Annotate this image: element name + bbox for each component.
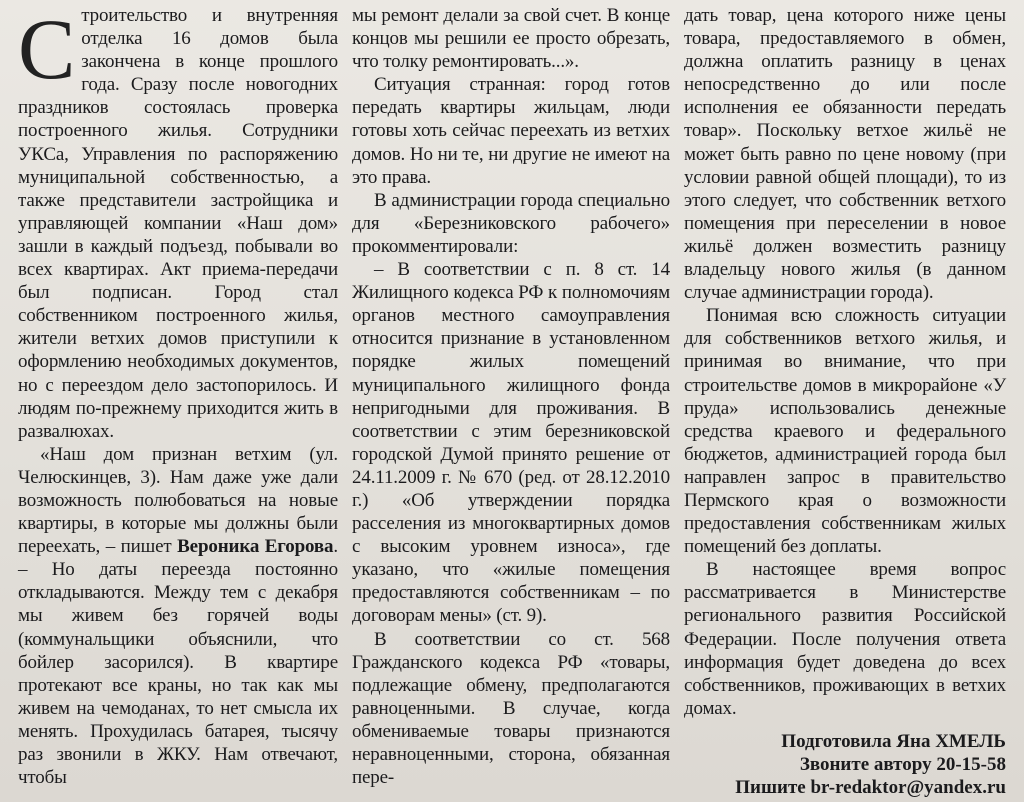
article-paragraph [18,1,338,443]
article-paragraph: мы ремонт делали за свой счет. В конце концов мы решили ее просто обрезать, что толку ремонтировать...». [352,5,670,73]
article-paragraph: Ситуация странная: город готов передать квартиры жильцам, люди готовы хоть сейчас переехать из ветхих домов. Но ни те, ни другие не имеют на это права. [352,74,670,188]
article-paragraph: В настоящее время вопрос рассматривается в Министерстве регионального развития Российской Федерации. После получения ответа информация будет доведена до всех собственников, проживающих в ветхих домах. [684,559,1006,719]
byline-phone: Звоните автору 20-15-58 [799,754,1006,775]
article-column-1 [18,1,338,789]
article-paragraph [18,443,338,789]
paragraph-text: «Наш дом признан ветхим (ул. Челюскинцев, 3). Нам даже уже дали возможность полюбоваться на новые квартиры, в которые мы должны были переехать, – пишет [18,443,338,558]
paragraph-text: . – Но даты переезда постоянно откладываются. Между тем с декабря мы живем без горячей воды (коммунальщики объяснили, что бойлер засорился). В квартире протекают все краны, но так как мы живем на чемоданах, то нет смысла их менять. Прохудилась батарея, тысячу раз звонили в ЖКУ. Нам отвечают, чтобы [18,536,338,789]
article-column-2 [352,4,670,789]
drop-cap: С [18,1,76,97]
byline-author: Подготовила Яна ХМЕЛЬ [781,730,1006,752]
article-paragraph: В соответствии со ст. 568 Гражданского кодекса РФ «товары, подлежащие обмену, предполагаются равноценными. В случае, когда обмениваемые товары признаются неравноценными, сторона, обязанная пере- [352,628,670,789]
article-column-3 [684,4,1006,799]
article-paragraph: дать товар, цена которого ниже цены товара, предоставляемого в обмен, должна оплатить разницу в ценах непосредственно до или после исполнения ее обязанности передать товар». Поскольку ветхое жильё не может быть равно по цене новому (при условии равной общей площади), то из этого следует, что собственник ветхого помещения при переселении в новое жильё должен возместить разницу владельцу нового жилья (в данном случае администрации города). [684,5,1006,304]
paragraph-text: троительство и внутренняя отделка 16 домов была закончена в конце прошлого года. Сразу после новогодних праздников состоялась проверка построенного жилья. Сотрудники УКСа, Управления по распоряжению муниципальной собственностью, а также представители застройщика и управляющей компании «Наш дом» зашли в каждый подъезд, побывали во всех квартирах. Акт приема-передачи был подписан. Город стал собственником построенного жилья, жители ветхих домов приступили к оформлению необходимых документов, но с переездом дело застопорилось. И людям по-прежнему приходится жить в развалюхах. [18,5,338,442]
article-paragraph: – В соответствии с п. 8 ст. 14 Жилищного кодекса РФ к полномочиям органов местного самоуправления относится признание в установленном порядке жилых помещений муниципального жилищного фонда непригодными для проживания. В соответствии с этим березниковской городской Думой принято решение от 24.11.2009 г. № 670 (ред. от 28.12.2010 г.) «Об утверждении порядка расселения из многоквартирных домов с высоким уровнем износа», где указано, что «жилые помещения предоставляются собственникам – по договорам мены» (ст. 9). [352,259,670,627]
article-paragraph: В администрации города специально для «Березниковского рабочего» прокомментировали: [352,189,670,257]
article-paragraph: Понимая всю сложность ситуации для собственников ветхого жилья, и принимая во внимание, что при строительстве домов в микрорайоне «У пруда» использовались денежные средства краевого и федерального бюджетов, администрацией города был направлен запрос в правительство Пермского края о возможности предоставления собственникам жилых помещений без доплаты. [684,305,1006,558]
byline-email: Пишите br-redaktor@yandex.ru [735,777,1006,799]
author-name: Вероника Егорова [177,536,334,558]
